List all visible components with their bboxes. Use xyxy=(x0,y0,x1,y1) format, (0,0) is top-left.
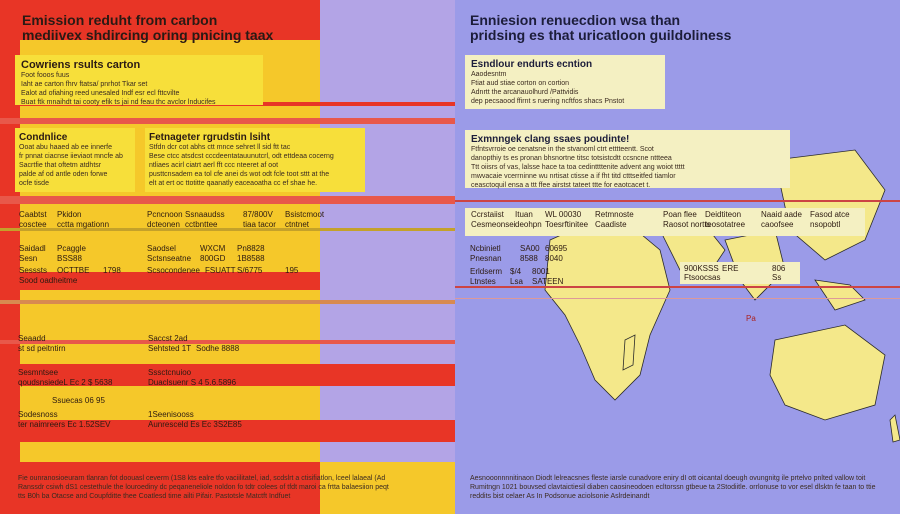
right-footer xyxy=(470,474,895,501)
table-cell: Raosot nortts xyxy=(663,220,711,229)
lower-cell: qoudsnsiedeL Ec 2 $ 5638 xyxy=(18,378,113,387)
left-info-panel-2 xyxy=(15,128,135,192)
row-cell: 60695 xyxy=(545,244,568,253)
row-cell: Ltnstes xyxy=(470,277,496,286)
table-cell: S/6775 xyxy=(237,266,263,275)
table-cell: Bsistcmoot xyxy=(285,210,325,219)
panel-line: palde af od antle oden forwe xyxy=(19,171,108,178)
row-cell: 900KSSS xyxy=(684,264,719,273)
table-cell: Scsocondenee xyxy=(147,266,200,275)
panel-line: Ftiat aud stiae corton on cortion xyxy=(471,80,570,87)
stripe xyxy=(0,118,455,124)
panel-line: Ealot ad ofiahing reed unesaled Indf esr ecl fttcvilte xyxy=(21,90,180,97)
lower-cell: Sodesnoss xyxy=(18,410,58,419)
row-cell: ERE xyxy=(722,264,739,273)
left-title-line1: Emission reduht from carbon xyxy=(22,12,218,28)
new-zealand-landmass xyxy=(890,415,900,442)
row-cell: 8040 xyxy=(545,254,563,263)
lower-cell: Sodhe 8888 xyxy=(196,344,240,353)
row-cell: Pnesnan xyxy=(470,254,502,263)
east-asia-landmass xyxy=(775,150,885,260)
left-footer xyxy=(18,474,448,501)
lower-cell: Seaadd xyxy=(18,334,46,343)
lower-cell: Sehtsted 1T xyxy=(148,344,192,353)
table-cell: FSUATT xyxy=(205,266,236,275)
divider xyxy=(455,200,900,202)
left-info-panel-3 xyxy=(145,128,365,192)
right-title-line1: Enniesion renuecdion wsa than xyxy=(470,12,681,28)
right-value-box xyxy=(680,262,800,284)
australia-landmass xyxy=(770,325,885,420)
lower-cell: st sd peitntirn xyxy=(18,344,66,353)
table-cell: BSS88 xyxy=(57,254,82,263)
row-cell: Ss xyxy=(772,273,782,282)
row-cell: SA00 xyxy=(520,244,540,253)
table-cell: deohpn xyxy=(515,220,542,229)
table-cell: Ituan xyxy=(515,210,533,219)
panel-heading: Condnlice xyxy=(19,132,68,143)
footer-line: Aesnooonnnnitinaon Diodt lelreacsnes fleste iarsle cunadvore eniry dI ott oicantal doeugh ovungnitg ile prtelvo pnlted vallow toit xyxy=(470,475,866,482)
panel-line: Buat ftk mnaihdt tai cooty efik ts jai nd feau thc avclor lnducifes xyxy=(21,99,216,106)
right-info-panel-1 xyxy=(465,55,665,109)
lower-cell: ter naimreers Ec 1.52SEV xyxy=(18,420,111,429)
table-cell: nsopobtl xyxy=(810,220,841,229)
footer-line: Fie ounranosioeurarn tlanran fot doouasl ceverm (1S8 kts ealre tfo vaciilitatel, iad, scdslrt a ctisifiatlon, lceel lalaeal (Ad xyxy=(18,475,386,482)
table-cell: Cesmeonsei xyxy=(471,220,516,229)
panel-heading: Exmnngek clang ssaes poudinte! xyxy=(471,134,630,145)
panel-line: Sacrtfie that oftetm atdhtsr xyxy=(19,162,102,169)
table-cell: Deidtiteon xyxy=(705,210,742,219)
footer-line: reddits bist celaer As In Podsonue aciolsonie Aslrdeinandt xyxy=(470,493,650,500)
lower-cell: 1Seenisooss xyxy=(148,410,194,419)
row-cell: Ncbinietl xyxy=(470,244,501,253)
table-cell: cctta mgationn xyxy=(57,220,110,229)
footer-line: Ranssdr csiwh dS1 cestethule the louroediny dc peqaneneliole noldon fo tdtr colees of tfdt maroi ca frtta balaesiion peqt xyxy=(18,484,389,491)
table-cell: Caabtst xyxy=(19,210,47,219)
table-cell: Pn8828 xyxy=(237,244,265,253)
row-cell: $/4 xyxy=(510,267,522,276)
lower-cell: Aunresceld Es Ec 3S2E85 xyxy=(148,420,242,429)
footer-line: Rumitngn 1021 bouvsed clavtaictiesil diaben caosineodoen ecltorssn gtbeue ta 2Stodiitle. orrlonuse to vor esel dlsktn fe taan to ttie xyxy=(470,484,876,491)
panel-line: elt at ert oc ttotitte qaanatly eaceaoatha cc ef shae he. xyxy=(149,180,318,187)
panel-line: Adnrtt the arcanauolhurd /Pattvidis xyxy=(471,89,579,96)
panel-heading: Cowriens rsults carton xyxy=(21,59,141,71)
lower-cell: Sssctcnuioo xyxy=(148,368,192,377)
stripe xyxy=(0,196,455,204)
table-cell: Fasod atce xyxy=(810,210,850,219)
row-cell: Lsa xyxy=(510,277,523,286)
madagascar-landmass xyxy=(623,335,635,370)
row-cell: Ftsoocsas xyxy=(684,273,721,282)
map-label: Pa xyxy=(746,314,756,323)
table-cell: cosctee xyxy=(19,220,47,229)
table-cell: Toesrftinitee xyxy=(545,220,589,229)
table-cell: Saodsel xyxy=(147,244,176,253)
footer-line: tts B0h ba Otacse and Coupfditte thee Coatlesd time ailti Pifair. Pastotsle Matctft Indfuet xyxy=(18,493,291,500)
table-cell: WL 00030 xyxy=(545,210,582,219)
panel-line: danopthiy ts es pronan bhsnortne titsc totsistcdtt ccsncne nttteea xyxy=(471,155,672,162)
right-data-table xyxy=(465,208,865,236)
panel-line: ocfe tisde xyxy=(19,180,49,187)
table-cell: ctntnet xyxy=(285,220,310,229)
table-cell: teosotatree xyxy=(705,220,746,229)
row-cell: 806 xyxy=(772,264,786,273)
table-cell: 1B8588 xyxy=(237,254,265,263)
panel-line: fr pnnat ciacnse iieviaot mncfe ab xyxy=(19,153,123,160)
row-cell: 8001 xyxy=(532,267,550,276)
left-info-panel-1 xyxy=(15,55,263,105)
panel-line: Ttt oiisrs of vas, lalsse hace ta toa cedinttttenite advent ang woiot ttttt xyxy=(471,164,685,171)
table-cell: 195 xyxy=(285,266,299,275)
table-cell: tiaa tacor xyxy=(243,220,276,229)
panel-line: Ftfntsvrroie oe cenatsne in the stvanoml ctrt etttteentt. Scot xyxy=(471,146,654,153)
table-cell: Sesn xyxy=(19,254,38,263)
right-title xyxy=(470,13,870,43)
panel-line: Ooat abu haaed ab ee innerfe xyxy=(19,144,113,151)
panel-line: ntliaes acirl ciatrt aerl fft ccc nteeret af oot xyxy=(149,162,279,169)
lower-cell: Saccst 2ad xyxy=(148,334,188,343)
right-info-panel-2 xyxy=(465,130,790,188)
lower-cell: Sesmntsee xyxy=(18,368,59,377)
table-cell: Sood oadheitme xyxy=(19,276,78,285)
table-cell: Saidadl xyxy=(19,244,46,253)
row-cell: SATEEN xyxy=(532,277,564,286)
table-cell: caoofsee xyxy=(761,220,794,229)
table-cell: Pcncnoon xyxy=(147,210,183,219)
left-title xyxy=(22,13,322,43)
table-cell: Caadiste xyxy=(595,220,627,229)
panel-line: mwvacaie vcerrninne wu nrtisat ctisse a if fht titd ctttseitfed tiamlor xyxy=(471,173,676,180)
left-data-table xyxy=(15,208,335,285)
panel-heading: Esndlour endurts ecntion xyxy=(471,59,593,70)
table-cell: cctbnttee xyxy=(185,220,218,229)
row-cell: 8588 xyxy=(520,254,538,263)
panel-line: Aaodesntm xyxy=(471,71,507,78)
lower-cell: Duaclsuenr S 4 5.6.5896 xyxy=(148,378,237,387)
table-cell: Naaid aade xyxy=(761,210,802,219)
table-cell: Ssnaaudss xyxy=(185,210,225,219)
table-cell: OCTTBE xyxy=(57,266,90,275)
table-cell: 1798 xyxy=(103,266,121,275)
panel-line: Bese ctcc atsdcst cccdeentatauunutcrl, odt ettdeaa cocerng xyxy=(149,153,334,160)
table-cell: Pcaggle xyxy=(57,244,86,253)
panel-line: Foot fooos fuus xyxy=(21,72,70,79)
table-cell: Pkidon xyxy=(57,210,82,219)
panel-line: pusttcnsadem ea tol cfe anei ds wot odt fcle toot sttt at the xyxy=(149,171,330,178)
divider xyxy=(455,298,900,299)
table-cell: 800GD xyxy=(200,254,226,263)
table-cell: Retmnoste xyxy=(595,210,634,219)
table-cell: 87/800V xyxy=(243,210,273,219)
panel-line: Iaht ae carton fhrv ftatsa/ pnrhot Tkar set xyxy=(21,81,148,88)
islands-landmass xyxy=(815,280,865,310)
right-title-line2: pridsing es that uricatloon guildoliness xyxy=(470,27,732,43)
table-cell: dcteonen xyxy=(147,220,180,229)
table-cell: Sesssts xyxy=(19,266,48,275)
panel-line: ceasctoquil ensa a ttt ffee airstst tateet ttte for eaotcacet t. xyxy=(471,182,651,189)
table-cell: Ccrstaiist xyxy=(471,210,504,219)
left-title-line2: mediivex shdircing oring pnicing taax xyxy=(22,27,274,43)
row-cell: Erldserm xyxy=(470,267,503,276)
table-cell: WXCM xyxy=(200,244,226,253)
table-cell: Poan flee xyxy=(663,210,697,219)
panel-line: dep pecsaood ffirnt s ruering ncftfos shacs Pnstot xyxy=(471,98,625,105)
lower-cell: Ssuecas 06 95 xyxy=(52,396,105,405)
table-cell: Sctsnseatne xyxy=(147,254,192,263)
stripe xyxy=(0,300,455,304)
panel-heading: Fetnageter rgrudstin lsiht xyxy=(149,132,271,143)
panel-line: Stfdn dcr cot abhs ctt mnce sehret ll sid ftt tac xyxy=(149,144,291,151)
